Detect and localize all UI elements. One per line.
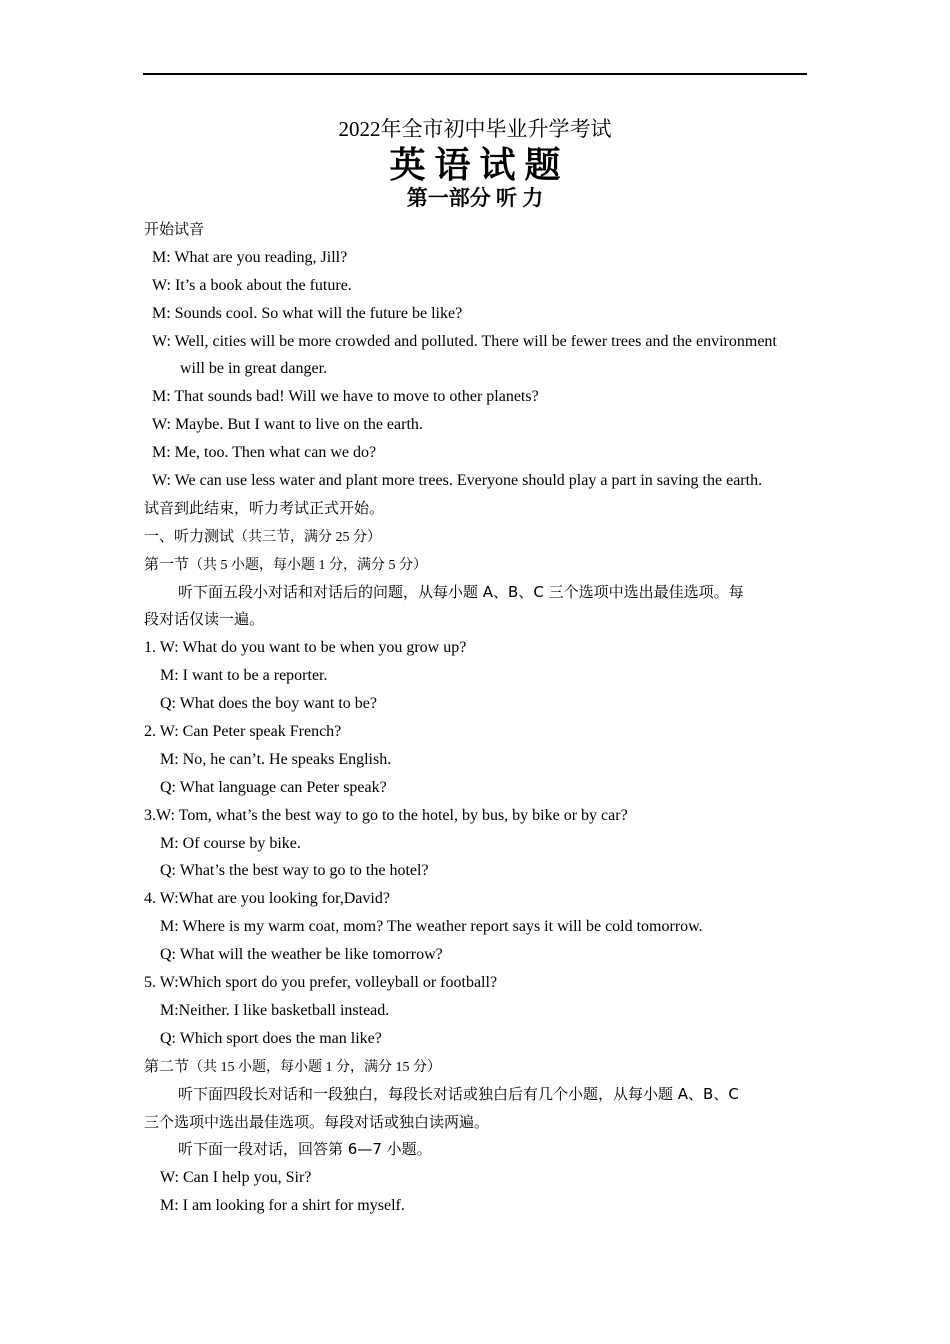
dialogue-line: M: I want to be a reporter. <box>160 667 328 685</box>
section-one-heading <box>144 523 808 551</box>
dialogue-question: Q: What will the weather be like tomorrow? <box>160 946 443 964</box>
trial-line: M: Sounds cool. So what will the future be like? <box>152 304 463 322</box>
section-one-title: 一、听力测试 <box>144 526 235 545</box>
dialogue-line: W: Can I help you, Sir? <box>160 1169 312 1187</box>
part2-heading <box>144 1053 808 1081</box>
part2-note: （共 15 小题，每小题 1 分，满分 15 分） <box>189 1059 442 1075</box>
trial-end: 试音到此结束，听力考试正式开始。 <box>144 498 385 517</box>
top-rule <box>143 73 807 75</box>
part1-title: 第一节 <box>144 554 190 573</box>
trial-line: M: What are you reading, Jill? <box>152 248 348 266</box>
part1-heading <box>144 551 808 579</box>
part1-instruction: 段对话仅读一遍。 <box>144 610 265 629</box>
dialogue-line: 4. W:What are you looking for,David? <box>144 890 390 908</box>
dialogue-line: 2. W: Can Peter speak French? <box>144 723 342 741</box>
trial-line: W: It’s a book about the future. <box>152 276 352 294</box>
dialogue-line: 3.W: Tom, what’s the best way to go to the hotel, by bus, by bike or by car? <box>144 806 628 824</box>
dialogue-question: Q: What does the boy want to be? <box>160 695 377 713</box>
dialogue-line: 5. W:Which sport do you prefer, volleyball or football? <box>144 974 498 992</box>
dialogue-question: Q: Which sport does the man like? <box>160 1029 382 1047</box>
dialogue-line: M: Where is my warm coat, mom? The weather report says it will be cold tomorrow. <box>160 918 703 936</box>
dialogue-line: M: I am looking for a shirt for myself. <box>160 1197 405 1215</box>
trial-line: M: Me, too. Then what can we do? <box>152 444 377 462</box>
trial-line: W: Well, cities will be more crowded and polluted. There will be fewer trees and the environment <box>152 332 777 350</box>
dialogue-question: Q: What’s the best way to go to the hotel? <box>160 862 429 880</box>
trial-line: W: We can use less water and plant more trees. Everyone should play a part in saving the earth. <box>152 472 763 490</box>
dialogue-line: M:Neither. I like basketball instead. <box>160 1001 390 1019</box>
document-body <box>144 216 808 1220</box>
dialogue-line: M: Of course by bike. <box>160 834 301 852</box>
dialogue-line: M: No, he can’t. He speaks English. <box>160 750 392 768</box>
part-title: 第一部分 听 力 <box>406 186 544 210</box>
part2-instruction: 三个选项中选出最佳选项。每段对话或独白读两遍。 <box>144 1112 490 1131</box>
trial-start: 开始试音 <box>144 220 205 238</box>
trial-line: M: That sounds bad! Will we have to move to other planets? <box>152 388 539 406</box>
dialogue-question: Q: What language can Peter speak? <box>160 778 387 796</box>
part1-note: （共 5 小题，每小题 1 分，满分 5 分） <box>189 557 428 573</box>
part2-title: 第二节 <box>144 1056 190 1075</box>
section-one-note: （共三节，满分 25 分） <box>234 529 382 545</box>
subject-title: 英 语 试 题 <box>389 145 561 185</box>
trial-line: will be in great danger. <box>180 360 328 378</box>
exam-title: 2022年全市初中毕业升学考试 <box>338 117 612 141</box>
part1-instruction: 听下面五段小对话和对话后的问题，从每小题 A、B、C 三个选项中选出最佳选项。每 <box>178 582 744 601</box>
part2-instruction: 听下面四段长对话和一段独白，每段长对话或独白后有几个小题，从每小题 A、B、C <box>178 1084 739 1103</box>
dialogue-line: 1. W: What do you want to be when you grow up? <box>144 639 467 657</box>
trial-line: W: Maybe. But I want to live on the earth. <box>152 416 423 434</box>
part2-instruction: 听下面一段对话，回答第 6—7 小题。 <box>178 1140 432 1159</box>
